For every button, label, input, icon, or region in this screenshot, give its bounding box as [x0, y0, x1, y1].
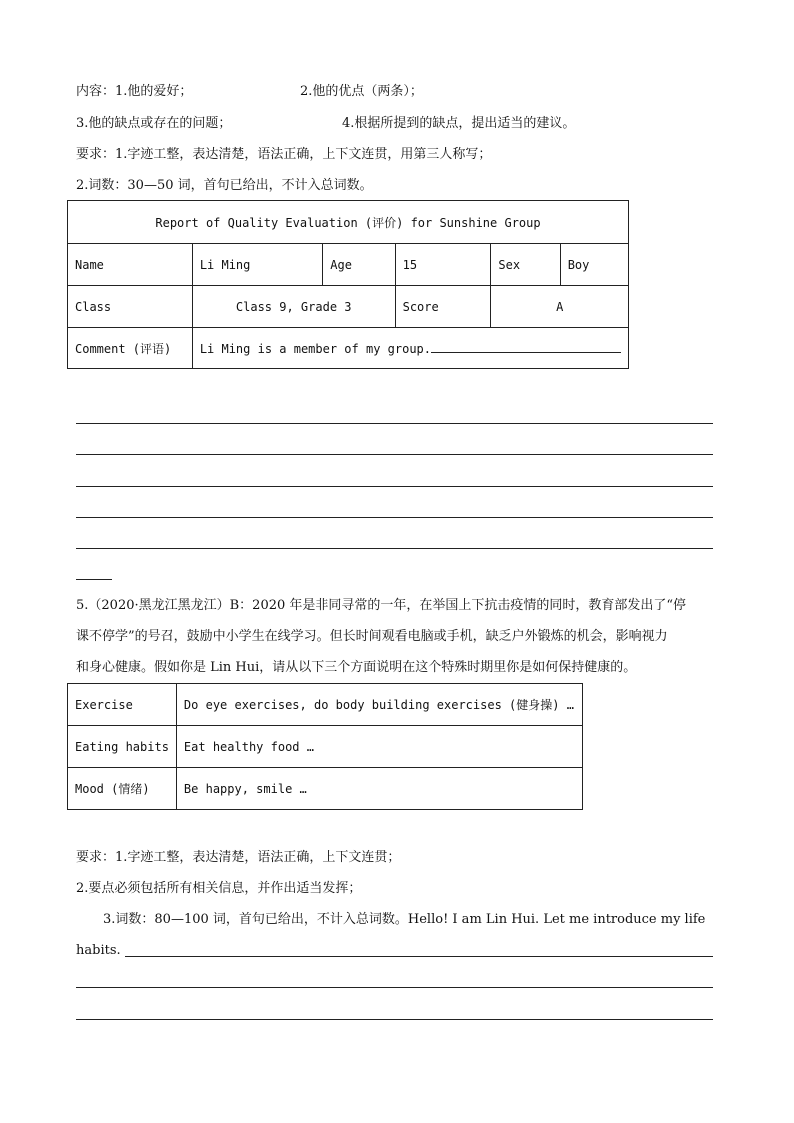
answer-line-2[interactable]: [76, 454, 713, 455]
question-5-line-2: 课不停学”的号召，鼓励中小学生在线学习。但长时间观看电脑或手机，缺乏户外锻炼的机会，影响视力: [76, 629, 668, 644]
content-point-4: 4.根据所提到的缺点，提出适当的建议。: [342, 116, 576, 131]
answer-line-8[interactable]: [76, 1019, 713, 1020]
eating-habits-value: Eat healthy food …: [176, 726, 582, 768]
answer-line-short[interactable]: [76, 579, 112, 580]
comment-label: Comment (评语): [68, 328, 193, 369]
content-point-2: 2.他的优点（两条）；: [300, 84, 423, 99]
exercise-label: Exercise: [68, 684, 177, 726]
eating-habits-label: Eating habits: [68, 726, 177, 768]
class-value: Class 9, Grade 3: [192, 286, 395, 328]
health-row-mood: [68, 768, 583, 810]
question-5-requirement-3: 3.词数：80—100 词，首句已给出，不计入总词数。Hello! I am Lin Hui. Let me introduce my life: [103, 912, 706, 927]
question-5-requirement-4: habits.: [76, 943, 121, 958]
question-5-line-3: 和身心健康。假如你是 Lin Hui，请从以下三个方面说明在这个特殊时期里你是如何保持健康的。: [76, 660, 637, 675]
health-row-exercise: [68, 684, 583, 726]
comment-blank[interactable]: [431, 340, 621, 353]
report-table-title: Report of Quality Evaluation (评价) for Sunshine Group: [68, 201, 629, 244]
answer-line-1[interactable]: [76, 423, 713, 424]
comment-cell[interactable]: [192, 328, 628, 369]
health-row-eating: [68, 726, 583, 768]
score-label: Score: [395, 286, 491, 328]
name-label: Name: [68, 244, 193, 286]
sex-label: Sex: [491, 244, 560, 286]
mood-value: Be happy, smile …: [176, 768, 582, 810]
content-point-1-2: 内容：1.他的爱好；: [76, 84, 193, 99]
answer-line-3[interactable]: [76, 486, 713, 487]
age-label: Age: [323, 244, 395, 286]
class-label: Class: [68, 286, 193, 328]
answer-line-7[interactable]: [76, 987, 713, 988]
report-table: [67, 200, 629, 369]
question-5-requirement-1: 要求：1.字迹工整，表达清楚，语法正确，上下文连贯；: [76, 850, 401, 865]
mood-label: Mood (情绪): [68, 768, 177, 810]
comment-value: Li Ming is a member of my group.: [199, 342, 431, 356]
answer-line-4[interactable]: [76, 517, 713, 518]
health-table: [67, 683, 583, 810]
age-value: 15: [395, 244, 491, 286]
answer-line-6[interactable]: [125, 956, 713, 957]
requirement-line-1: 要求：1.字迹工整，表达清楚，语法正确，上下文连贯，用第三人称写；: [76, 147, 492, 162]
sex-value: Boy: [560, 244, 628, 286]
requirement-line-2: 2.词数：30—50 词，首句已给出，不计入总词数。: [76, 178, 373, 193]
content-point-3: 3.他的缺点或存在的问题；: [76, 116, 232, 131]
exercise-value: Do eye exercises, do body building exercises (健身操) …: [176, 684, 582, 726]
answer-line-5[interactable]: [76, 548, 713, 549]
question-5-requirement-2: 2.要点必须包括所有相关信息，并作出适当发挥；: [76, 881, 362, 896]
name-value: Li Ming: [192, 244, 322, 286]
score-value: A: [491, 286, 629, 328]
question-5-line-1: 5.（2020·黑龙江黑龙江）B：2020 年是非同寻常的一年，在举国上下抗击疫情的同时，教育部发出了“停: [76, 598, 687, 613]
content-line-1: [76, 82, 192, 102]
